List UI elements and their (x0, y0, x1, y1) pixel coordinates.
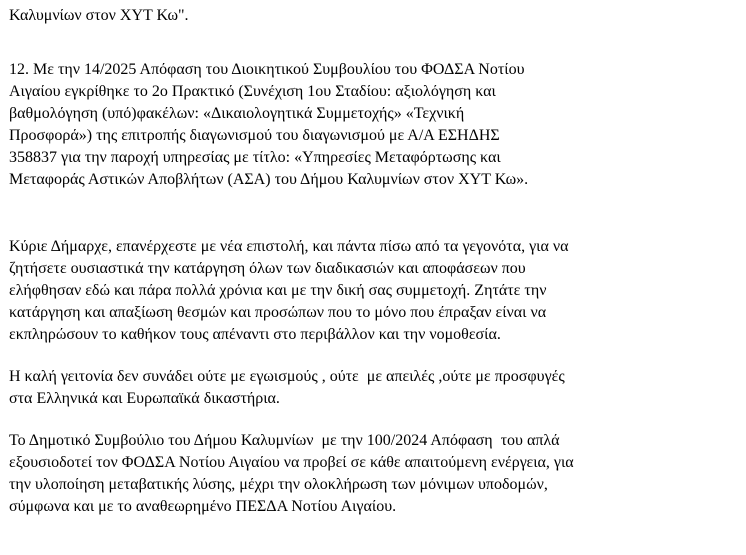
text-line: σύμφωνα και με το αναθεωρημένο ΠΕΣΔΑ Νοτίου Αιγαίου. (9, 498, 397, 515)
text-line: την υλοποίηση μεταβατικής λύσης, μέχρι την ολοκλήρωση των μόνιμων υποδομών, (9, 476, 548, 493)
text-line: κατάργηση και απαξίωση θεσμών και προσώπων που το μόνο που έπραξαν είναι να (9, 304, 547, 321)
text-line: Μεταφοράς Αστικών Αποβλήτων (ΑΣΑ) του Δήμου Καλυμνίων στον ΧΥΤ Κω». (9, 171, 529, 188)
text-line: 12. Με την 14/2025 Απόφαση του Διοικητικού Συμβουλίου του ΦΟΔΣΑ Νοτίου (9, 61, 525, 78)
text-line: Καλυμνίων στον ΧΥΤ Κω". (9, 7, 189, 24)
text-line: εκπληρώσουν το καθήκον τους απέναντι στο περιβάλλον και την νομοθεσία. (9, 326, 501, 343)
text-line: Το Δημοτικό Συμβούλιο του Δήμου Καλυμνίων με την 100/2024 Απόφαση του απλά (9, 432, 560, 449)
text-line: βαθμολόγηση (υπό)φακέλων: «Δικαιολογητικά Συμμετοχής» «Τεχνική (9, 105, 465, 122)
text-line: 358837 για την παροχή υπηρεσίας με τίτλο: «Υπηρεσίες Μεταφόρτωσης και (9, 149, 501, 166)
text-line: Η καλή γειτονία δεν συνάδει ούτε με εγωισμούς , ούτε με απειλές ,ούτε με προσφυγές (9, 368, 565, 385)
text-line: εξουσιοδοτεί τον ΦΟΔΣΑ Νοτίου Αιγαίου να προβεί σε κάθε απαιτούμενη ενέργεια, για (9, 454, 574, 471)
text-line: ελήφθησαν εδώ και πάρα πολλά χρόνια και με την δική σας συμμετοχή. Ζητάτε την (9, 282, 547, 299)
text-line: Αιγαίου εγκρίθηκε το 2ο Πρακτικό (Συνέχιση 1ου Σταδίου: αξιολόγηση και (9, 83, 496, 100)
text-line: ζητήσετε ουσιαστικά την κατάργηση όλων των διαδικασιών και αποφάσεων που (9, 260, 526, 277)
text-line: στα Ελληνικά και Ευρωπαϊκά δικαστήρια. (9, 390, 280, 407)
text-line: Κύριε Δήμαρχε, επανέρχεστε με νέα επιστολή, και πάντα πίσω από τα γεγονότα, για να (9, 238, 569, 255)
text-line: Προσφορά») της επιτροπής διαγωνισμού του διαγωνισμού με Α/Α ΕΣΗΔΗΣ (9, 127, 500, 144)
